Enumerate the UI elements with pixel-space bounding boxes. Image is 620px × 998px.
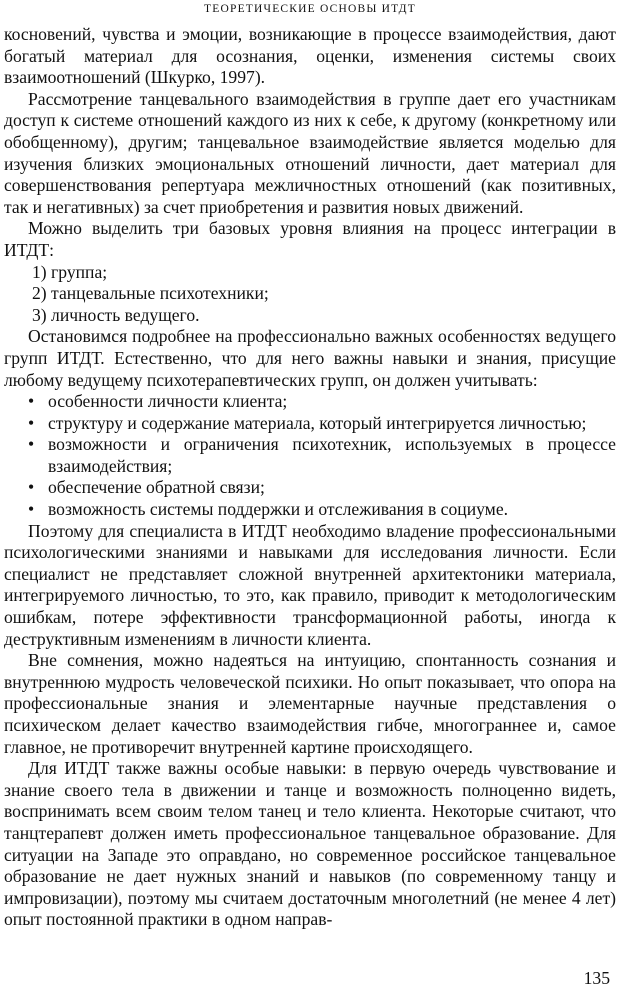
- paragraph: Вне сомнения, можно надеяться на интуицию, спонтанность сознания и внутреннюю мудрость человеческой психики. Но опыт показывает, что опора на профессиональные знания и элементарные научные представления о психическом делает качество взаимодействия гибче, многограннее и, самое главное, не противоречит внутренней картине происходящего.: [4, 650, 616, 757]
- running-header: ТЕОРЕТИЧЕСКИЕ ОСНОВЫ ИТДТ: [204, 3, 416, 15]
- numbered-list-item: 2) танцевальные психотехники;: [32, 283, 269, 304]
- bullet-list-item: • возможность системы поддержки и отслеживания в социуме.: [4, 499, 616, 521]
- numbered-list: [4, 262, 616, 327]
- paragraph: Рассмотрение танцевального взаимодействия в группе дает его участникам доступ к системе отношений каждого из них к себе, к другому (конкретному или обобщенному), другим; танцевальное взаимодействие является моделью для изучения близких эмоциональных отношений личности, дает материал для совершенствования репертуара межличностных отношений (как позитивных, так и негативных) за счет приобретения и развития новых движений.: [4, 88, 616, 217]
- bullet-list-item: • особенности личности клиента;: [4, 391, 616, 413]
- bullet-list-item: • структуру и содержание материала, который интегрируется личностью;: [4, 413, 616, 435]
- paragraph: Можно выделить три базовых уровня влияния на процесс интеграции в ИТДТ:: [4, 218, 616, 260]
- numbered-list-item: 3) личность ведущего.: [32, 304, 200, 325]
- bullet-list-item: • возможности и ограничения психотехник, используемых в процессе взаимодействия;: [4, 434, 616, 477]
- paragraph: Поэтому для специалиста в ИТДТ необходимо владение профессиональными психологическими знаниями и навыками для исследования личности. Если специалист не представляет сложной внутренней архитектоники материала, интегрируемого личностью, то это, как правило, приводит к методологическим ошибкам, потере эффективности трансформационной работы, иногда к деструктивным изменениям в личности клиента.: [4, 520, 616, 649]
- paragraph: Для ИТДТ также важны особые навыки: в первую очередь чувствование и знание своего тела в движении и танце и возможность полноценно видеть, воспринимать всем своим телом танец и тело клиента. Некоторые считают, что танцтерапевт должен иметь профессиональное танцевальное образование. Для ситуации на Западе это оправдано, но современное российское танцевальное образование не дает нужных знаний и навыков (по современному танцу и импровизации), поэтому мы считаем достаточным многолетний (не менее 4 лет) опыт постоянной практики в одном направ-: [4, 758, 616, 930]
- paragraph-continuation: косновений, чувства и эмоции, возникающие в процессе взаимодействия, дают богатый материал для осознания, оценки, изменения системы своих взаимоотношений (Шкурко, 1997).: [4, 24, 616, 88]
- bullet-list: [4, 391, 616, 521]
- numbered-list-item: 1) группа;: [32, 261, 108, 282]
- page-body: [4, 24, 616, 931]
- paragraph: Остановимся подробнее на профессионально важных особенностях ведущего групп ИТДТ. Естественно, что для него важны навыки и знания, присущие любому ведущему психотерапевтических групп, он должен учитывать:: [4, 326, 616, 390]
- bullet-list-item: • обеспечение обратной связи;: [4, 477, 616, 499]
- page-number: 135: [583, 968, 610, 988]
